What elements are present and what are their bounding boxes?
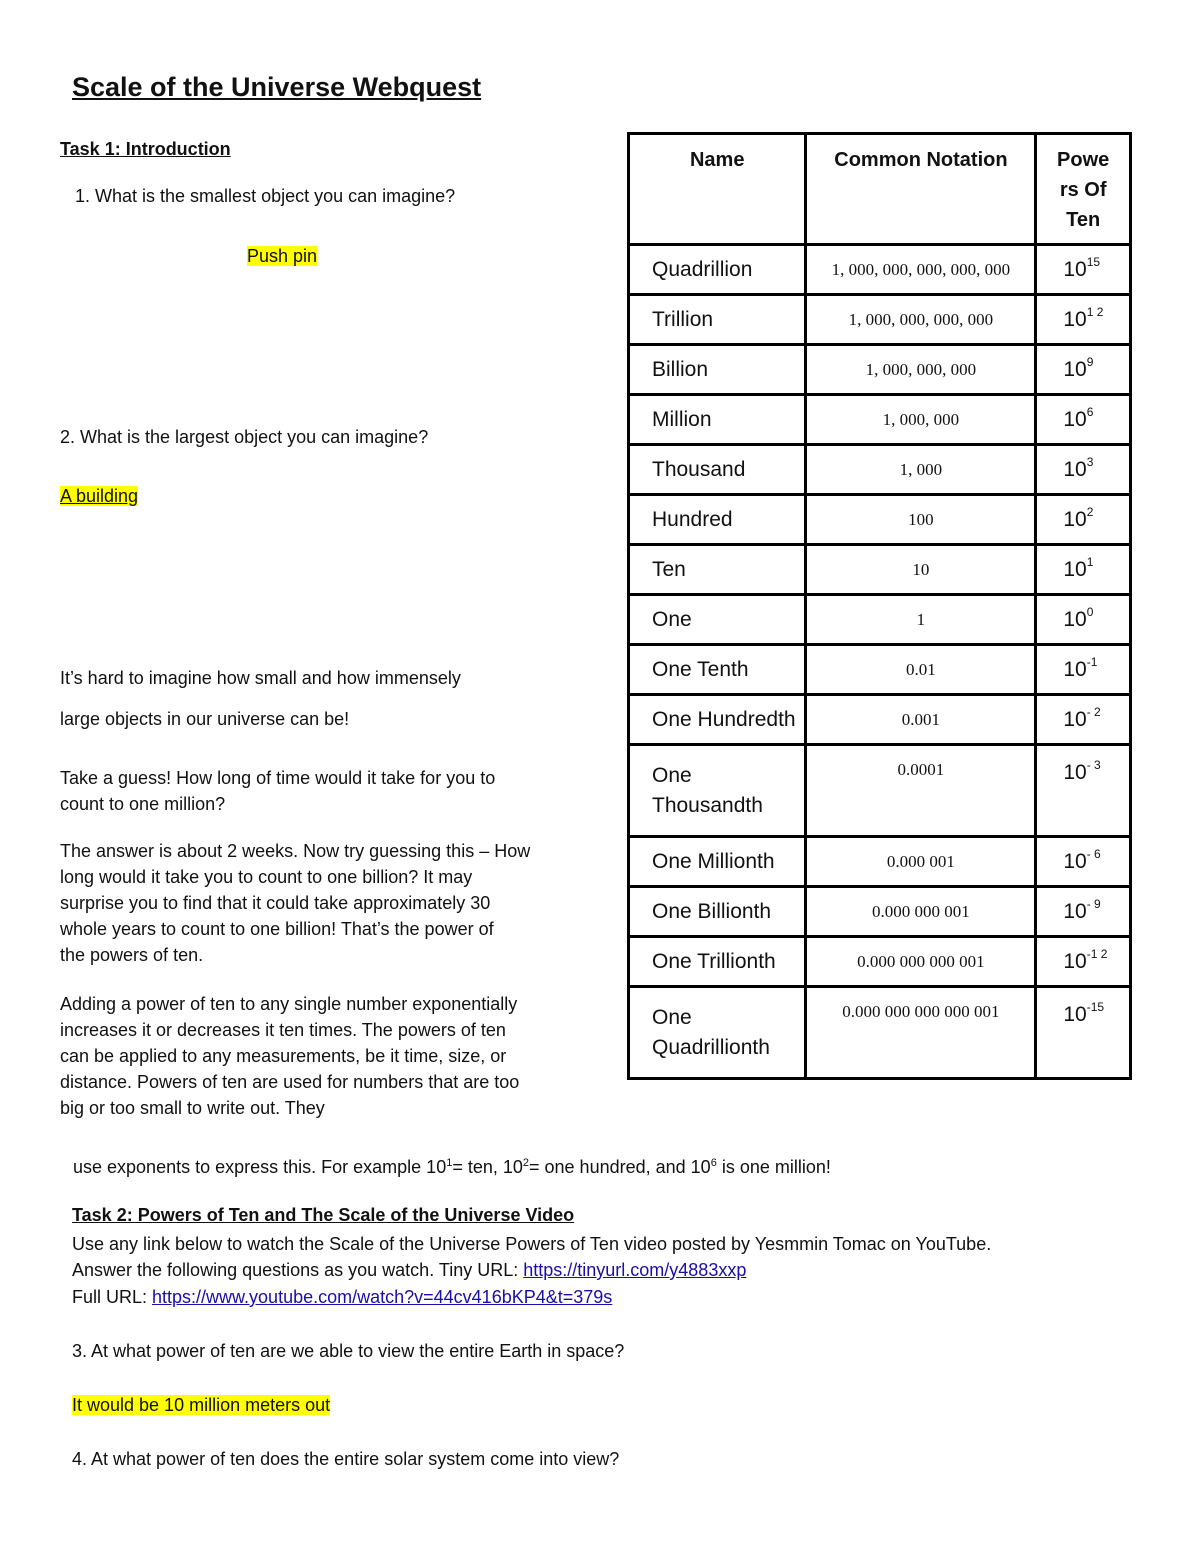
power-base: 10 — [1063, 258, 1087, 281]
power-exponent: - 6 — [1086, 847, 1101, 861]
row-notation: 1, 000, 000, 000 — [806, 345, 1036, 395]
table-body — [629, 245, 1131, 1079]
power-exponent: - 3 — [1086, 758, 1101, 772]
answer-1-text: Push pin — [247, 246, 318, 266]
row-name: Hundred — [629, 495, 806, 545]
exp-sup: 1 — [446, 1157, 453, 1169]
paragraph-powers — [60, 991, 590, 1121]
header-power-line: Powe — [1057, 149, 1110, 171]
header-power — [1036, 134, 1131, 245]
task1-heading: Task 1: Introduction — [60, 139, 231, 159]
table-row — [629, 395, 1131, 445]
row-notation: 0.001 — [806, 695, 1036, 745]
exp-text: = one hundred, and 10 — [529, 1157, 711, 1177]
powers-line: Adding a power of ten to any single number exponentially — [60, 994, 518, 1014]
row-power — [1036, 445, 1131, 495]
answer-line: The answer is about 2 weeks. Now try guessing this – How — [60, 841, 531, 861]
answer-3-text: It would be 10 million meters out — [72, 1395, 331, 1415]
power-exponent: 0 — [1086, 605, 1094, 619]
power-exponent: -1 2 — [1086, 947, 1108, 961]
table-row — [629, 545, 1131, 595]
row-notation: 0.0001 — [806, 745, 1036, 837]
header-notation: Common Notation — [806, 134, 1036, 245]
row-notation: 100 — [806, 495, 1036, 545]
table-row — [629, 695, 1131, 745]
answer-line: long would it take you to count to one billion? It may — [60, 867, 473, 887]
row-notation: 0.000 001 — [806, 837, 1036, 887]
document-title: Scale of the Universe Webquest — [72, 72, 482, 102]
row-power — [1036, 395, 1131, 445]
answer-line: whole years to count to one billion! That’s the power of — [60, 919, 494, 939]
power-exponent: - 9 — [1086, 897, 1101, 911]
row-name — [629, 987, 806, 1079]
row-name: One — [629, 595, 806, 645]
power-exponent: 15 — [1086, 255, 1101, 269]
row-notation: 0.000 000 000 000 001 — [806, 987, 1036, 1079]
full-url-line — [72, 1287, 612, 1308]
tiny-url-line — [72, 1260, 746, 1281]
powers-line: can be applied to any measurements, be it time, size, or — [60, 1046, 507, 1066]
power-exponent: 3 — [1086, 455, 1094, 469]
row-power — [1036, 887, 1131, 937]
answer-3[interactable] — [72, 1395, 330, 1416]
row-power — [1036, 695, 1131, 745]
power-exponent: 2 — [1086, 505, 1094, 519]
guess-line: Take a guess! How long of time would it take for you to — [60, 768, 496, 788]
paragraph-guess — [60, 765, 590, 817]
row-name — [629, 745, 806, 837]
row-notation: 1, 000 — [806, 445, 1036, 495]
guess-line: count to one million? — [60, 794, 226, 814]
powers-line: big or too small to write out. They — [60, 1098, 325, 1118]
power-exponent: -15 — [1086, 1000, 1105, 1014]
table-row — [629, 595, 1131, 645]
answer-line: the powers of ten. — [60, 945, 204, 965]
row-power — [1036, 545, 1131, 595]
power-base: 10 — [1063, 708, 1087, 731]
row-name: Thousand — [629, 445, 806, 495]
row-power — [1036, 495, 1131, 545]
table-row — [629, 987, 1131, 1079]
question-1: 1. What is the smallest object you can imagine? — [75, 186, 456, 206]
row-power — [1036, 937, 1131, 987]
row-notation: 1 — [806, 595, 1036, 645]
row-name: One Billionth — [629, 887, 806, 937]
power-base: 10 — [1063, 900, 1087, 923]
header-power-line: rs Of — [1059, 179, 1107, 201]
intro-line-1: It’s hard to imagine how small and how immensely — [60, 668, 461, 688]
question-2: 2. What is the largest object you can imagine? — [60, 427, 429, 447]
table-row — [629, 887, 1131, 937]
table-header-row — [629, 134, 1131, 245]
power-exponent: - 2 — [1086, 705, 1101, 719]
table-row — [629, 445, 1131, 495]
answer-2[interactable] — [60, 486, 138, 507]
power-base: 10 — [1063, 558, 1087, 581]
power-base: 10 — [1063, 761, 1087, 784]
question-4: 4. At what power of ten does the entire solar system come into view? — [72, 1449, 620, 1469]
row-power — [1036, 745, 1131, 837]
power-exponent: -1 — [1086, 655, 1098, 669]
row-notation: 0.000 000 000 001 — [806, 937, 1036, 987]
table-row — [629, 495, 1131, 545]
header-power-line: Ten — [1066, 209, 1101, 231]
power-base: 10 — [1063, 950, 1087, 973]
power-base: 10 — [1063, 408, 1087, 431]
row-notation: 0.000 000 001 — [806, 887, 1036, 937]
powers-line: distance. Powers of ten are used for numbers that are too — [60, 1072, 520, 1092]
row-name: Trillion — [629, 295, 806, 345]
exp-text: is one million! — [716, 1157, 831, 1177]
header-name: Name — [629, 134, 806, 245]
row-name: Ten — [629, 545, 806, 595]
answer-1[interactable] — [247, 246, 317, 267]
power-exponent: 1 — [1086, 555, 1094, 569]
row-power — [1036, 245, 1131, 295]
row-name: One Trillionth — [629, 937, 806, 987]
question-3: 3. At what power of ten are we able to view the entire Earth in space? — [72, 1341, 625, 1361]
exp-sup: 2 — [522, 1157, 530, 1169]
row-name: One Millionth — [629, 837, 806, 887]
row-notation: 10 — [806, 545, 1036, 595]
full-url-label: Full URL: — [72, 1287, 153, 1307]
row-name: Million — [629, 395, 806, 445]
paragraph-answer — [60, 838, 590, 968]
answer-line: surprise you to find that it could take approximately 30 — [60, 893, 491, 913]
row-notation: 1, 000, 000, 000, 000, 000 — [806, 245, 1036, 295]
row-name: Quadrillion — [629, 245, 806, 295]
power-base: 10 — [1063, 308, 1087, 331]
table-row — [629, 745, 1131, 837]
power-exponent: 9 — [1086, 355, 1094, 369]
power-exponent: 1 2 — [1086, 305, 1104, 319]
power-base: 10 — [1063, 658, 1087, 681]
row-name: Billion — [629, 345, 806, 395]
table-row — [629, 295, 1131, 345]
row-notation: 1, 000, 000, 000, 000 — [806, 295, 1036, 345]
power-base: 10 — [1063, 508, 1087, 531]
row-power — [1036, 345, 1131, 395]
row-power — [1036, 295, 1131, 345]
exp-text: use exponents to express this. For example 10 — [73, 1157, 447, 1177]
tiny-url-link[interactable]: https://tinyurl.com/y4883xxp — [523, 1260, 747, 1280]
row-name: One Tenth — [629, 645, 806, 695]
row-notation: 0.01 — [806, 645, 1036, 695]
exponent-example-line — [73, 1150, 831, 1180]
row-power — [1036, 595, 1131, 645]
table-row — [629, 645, 1131, 695]
table-row — [629, 345, 1131, 395]
row-name-line: Thousandth — [652, 793, 763, 817]
power-base: 10 — [1063, 1003, 1087, 1026]
exp-sup: 6 — [710, 1157, 717, 1169]
table-row — [629, 245, 1131, 295]
power-exponent: 6 — [1086, 405, 1094, 419]
task2-heading: Task 2: Powers of Ten and The Scale of the Universe Video — [72, 1205, 575, 1225]
power-base: 10 — [1063, 850, 1087, 873]
row-name-line: One — [652, 763, 692, 787]
row-name-line: One — [652, 1005, 692, 1029]
power-base: 10 — [1063, 608, 1087, 631]
row-name: One Hundredth — [629, 695, 806, 745]
row-power — [1036, 645, 1131, 695]
row-notation: 1, 000, 000 — [806, 395, 1036, 445]
row-power — [1036, 837, 1131, 887]
table-row — [629, 937, 1131, 987]
task2-instructions: Use any link below to watch the Scale of the Universe Powers of Ten video posted by Yesmmin Tomac on YouTube. — [72, 1234, 992, 1254]
tiny-url-label: Answer the following questions as you watch. Tiny URL: — [72, 1260, 524, 1280]
full-url-link[interactable]: https://www.youtube.com/watch?v=44cv416bKP4&t=379s — [152, 1287, 613, 1307]
powers-line: increases it or decreases it ten times. The powers of ten — [60, 1020, 506, 1040]
powers-of-ten-table — [627, 132, 1132, 1080]
power-base: 10 — [1063, 458, 1087, 481]
intro-line-2: large objects in our universe can be! — [60, 709, 350, 729]
exp-text: = ten, 10 — [452, 1157, 523, 1177]
row-name-line: Quadrillionth — [652, 1035, 770, 1059]
table-row — [629, 837, 1131, 887]
answer-2-text: A building — [60, 486, 139, 506]
row-power — [1036, 987, 1131, 1079]
power-base: 10 — [1063, 358, 1087, 381]
